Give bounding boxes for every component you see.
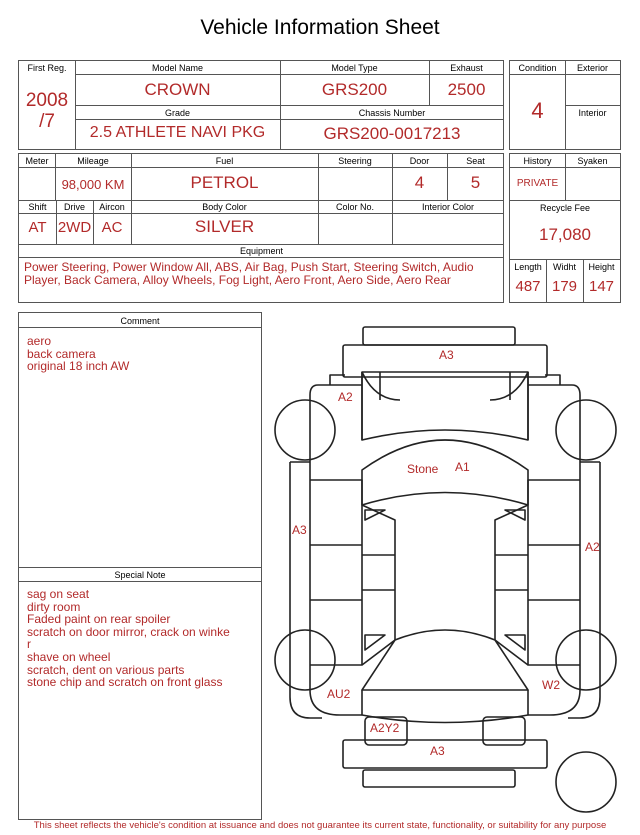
color-no-label: Color No. [335, 202, 374, 212]
length-value: 487 [515, 278, 541, 295]
condition-box [509, 60, 621, 150]
mileage-label: Mileage [77, 156, 109, 166]
model-type-value: GRS200 [321, 80, 388, 99]
shift-value: AT [28, 219, 47, 236]
comment-label: Comment [120, 316, 160, 326]
special-note-label: Special Note [114, 570, 166, 580]
special-note-line: stone chip and scratch on front glass [27, 675, 223, 690]
exhaust-label: Exhaust [450, 63, 483, 73]
history-value: PRIVATE [516, 178, 559, 189]
disclaimer-footer: This sheet reflects the vehicle's condition at issuance and does not guarantee its current state, functionality, or suitability for any purpose [33, 820, 607, 831]
chassis-value: GRS200-0017213 [323, 124, 461, 143]
equipment-label: Equipment [239, 246, 284, 256]
seat-label: Seat [466, 156, 485, 166]
special-note-line: dirty room [27, 599, 81, 614]
fuel-value: PETROL [190, 173, 259, 192]
condition-label: Condition [518, 63, 557, 73]
length-label: Length [514, 262, 542, 272]
fuel-label: Fuel [215, 156, 234, 166]
comment-line: back camera [27, 346, 96, 361]
door-value: 4 [414, 173, 425, 192]
comment-line: original 18 inch AW [27, 359, 130, 374]
body-color-value: SILVER [194, 217, 255, 236]
height-value: 147 [588, 278, 615, 295]
exterior-label: Exterior [576, 63, 608, 73]
page-title: Vehicle Information Sheet [200, 16, 440, 39]
mark-right-side: A2 [585, 540, 600, 554]
special-note-line: sag on seat [27, 587, 90, 601]
model-type-label: Model Type [331, 63, 378, 73]
vehicle-model-box [18, 60, 504, 150]
steering-label: Steering [338, 156, 372, 166]
drive-value: 2WD [57, 219, 92, 236]
first-reg-label: First Reg. [27, 63, 67, 73]
mark-front-bumper: A3 [439, 348, 454, 362]
condition-value: 4 [531, 98, 544, 123]
exhaust-value: 2500 [447, 80, 486, 99]
special-note-line: r [27, 637, 31, 652]
first-reg-year: 2008 [25, 90, 69, 111]
door-label: Door [409, 156, 430, 166]
mark-windshield: A1 [455, 460, 470, 474]
grade-value: 2.5 ATHLETE NAVI PKG [89, 124, 266, 141]
comment-line: aero [27, 334, 52, 348]
width-label: Widht [552, 262, 576, 272]
comment-text [27, 335, 257, 373]
recycle-fee-value: 17,080 [539, 225, 591, 244]
mark-rear-left: AU2 [327, 687, 351, 701]
model-name-value: CROWN [144, 80, 211, 99]
chassis-label: Chassis Number [358, 108, 426, 118]
special-note-line: scratch, dent on various parts [27, 662, 185, 677]
mileage-value: 98,000 KM [61, 177, 125, 192]
height-label: Height [588, 262, 615, 272]
seat-value: 5 [470, 173, 481, 192]
mark-rear-panel: A2Y2 [370, 721, 400, 735]
special-note-line: Faded paint on rear spoiler [27, 612, 171, 627]
interior-color-label: Interior Color [421, 202, 475, 212]
car-damage-diagram [265, 318, 627, 818]
syaken-label: Syaken [577, 156, 608, 166]
mark-left-side: A3 [292, 523, 307, 537]
width-value: 179 [551, 278, 578, 295]
aircon-value: AC [101, 219, 123, 236]
body-color-label: Body Color [202, 202, 247, 212]
shift-label: Shift [28, 202, 47, 212]
aircon-label: Aircon [99, 202, 125, 212]
equipment-value: Power Steering, Power Window All, ABS, Air Bag, Push Start, Steering Switch, Audio Player, Back Camera, Alloy Wheels, Fog Light, Aero Front, Aero Side, Aero Rear [24, 260, 474, 287]
meter-label: Meter [25, 156, 49, 166]
comment-box [18, 312, 262, 820]
special-note-text [27, 588, 257, 689]
grade-label: Grade [164, 108, 190, 118]
vehicle-spec-box [18, 153, 504, 303]
drive-label: Drive [63, 202, 85, 212]
history-label: History [523, 156, 552, 166]
interior-label: Interior [578, 108, 607, 118]
first-reg-month: /7 [39, 111, 55, 132]
mark-rear-right: W2 [542, 678, 560, 692]
mark-front-left: A2 [338, 390, 353, 404]
mark-windshield-note: Stone [407, 462, 439, 476]
special-note-line: shave on wheel [27, 649, 111, 664]
special-note-line: scratch on door mirror, crack on winke [27, 624, 230, 639]
recycle-fee-label: Recycle Fee [539, 203, 591, 213]
history-box [509, 153, 621, 303]
mark-rear-bumper: A3 [430, 744, 445, 758]
model-name-label: Model Name [151, 63, 204, 73]
